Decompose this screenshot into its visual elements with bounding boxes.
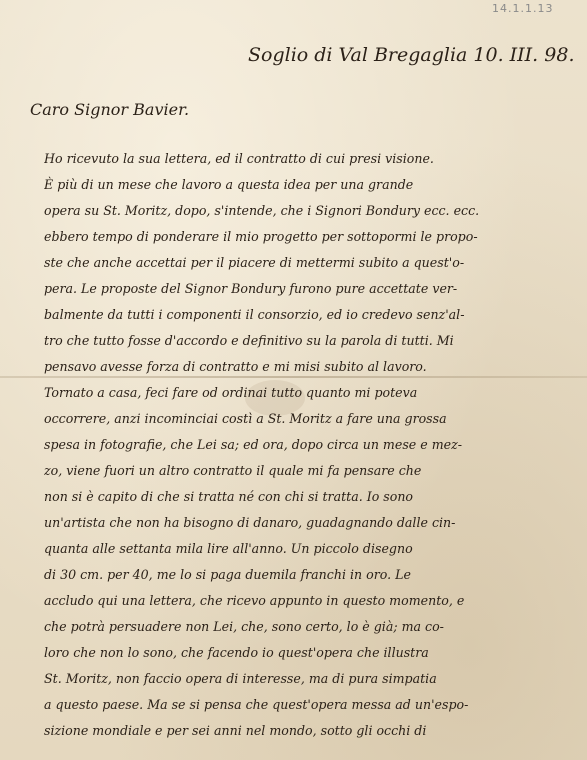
letter-line: loro che non lo sono, che facendo io quest'opera che illustra — [44, 645, 429, 660]
letter-dateline: Soglio di Val Bregaglia 10. III. 98. — [248, 44, 575, 66]
letter-line: ste che anche accettai per il piacere di mettermi subito a quest'o- — [44, 255, 465, 270]
letter-line: pensavo avesse forza di contratto e mi misi subito al lavoro. — [44, 359, 427, 374]
letter-line: che potrà persuadere non Lei, che, sono certo, lo è già; ma co- — [44, 619, 444, 634]
letter-line: di 30 cm. per 40, me lo si paga duemila franchi in oro. Le — [44, 567, 411, 582]
archive-note: 14.1.1.13 — [492, 2, 554, 15]
letter-line: occorrere, anzi incominciai costì a St. Moritz a fare una grossa — [44, 411, 447, 426]
letter-line: Tornato a casa, feci fare od ordinai tutto quanto mi poteva — [44, 385, 418, 400]
letter-line: zo, viene fuori un altro contratto il quale mi fa pensare che — [44, 463, 422, 478]
letter-line: balmente da tutti i componenti il consorzio, ed io credevo senz'al- — [44, 307, 465, 322]
letter-line: spesa in fotografie, che Lei sa; ed ora, dopo circa un mese e mez- — [44, 437, 462, 452]
letter-salutation: Caro Signor Bavier. — [30, 100, 190, 119]
letter-line: Ho ricevuto la sua lettera, ed il contratto di cui presi visione. — [44, 151, 434, 166]
letter-line: È più di un mese che lavoro a questa idea per una grande — [44, 177, 414, 192]
letter-line: tro che tutto fosse d'accordo e definitivo su la parola di tutti. Mi — [44, 333, 454, 348]
letter-line: un'artista che non ha bisogno di danaro, guadagnando dalle cin- — [44, 515, 456, 530]
letter-line: pera. Le proposte del Signor Bondury furono pure accettate ver- — [44, 281, 458, 296]
letter-line: St. Moritz, non faccio opera di interesse, ma di pura simpatia — [44, 671, 437, 686]
letter-line: sizione mondiale e per sei anni nel mondo, sotto gli occhi di — [44, 723, 427, 738]
letter-line: ebbero tempo di ponderare il mio progetto per sottopormi le propo- — [44, 229, 478, 244]
letter-line: accludo qui una lettera, che ricevo appunto in questo momento, e — [44, 593, 465, 608]
letter-line: non si è capito di che si tratta né con chi si tratta. Io sono — [44, 489, 414, 504]
letter-line: quanta alle settanta mila lire all'anno. Un piccolo disegno — [44, 541, 413, 556]
letter-line: a questo paese. Ma se si pensa che quest'opera messa ad un'espo- — [44, 697, 469, 712]
letter-line: opera su St. Moritz, dopo, s'intende, che i Signori Bondury ecc. ecc. — [44, 203, 480, 218]
